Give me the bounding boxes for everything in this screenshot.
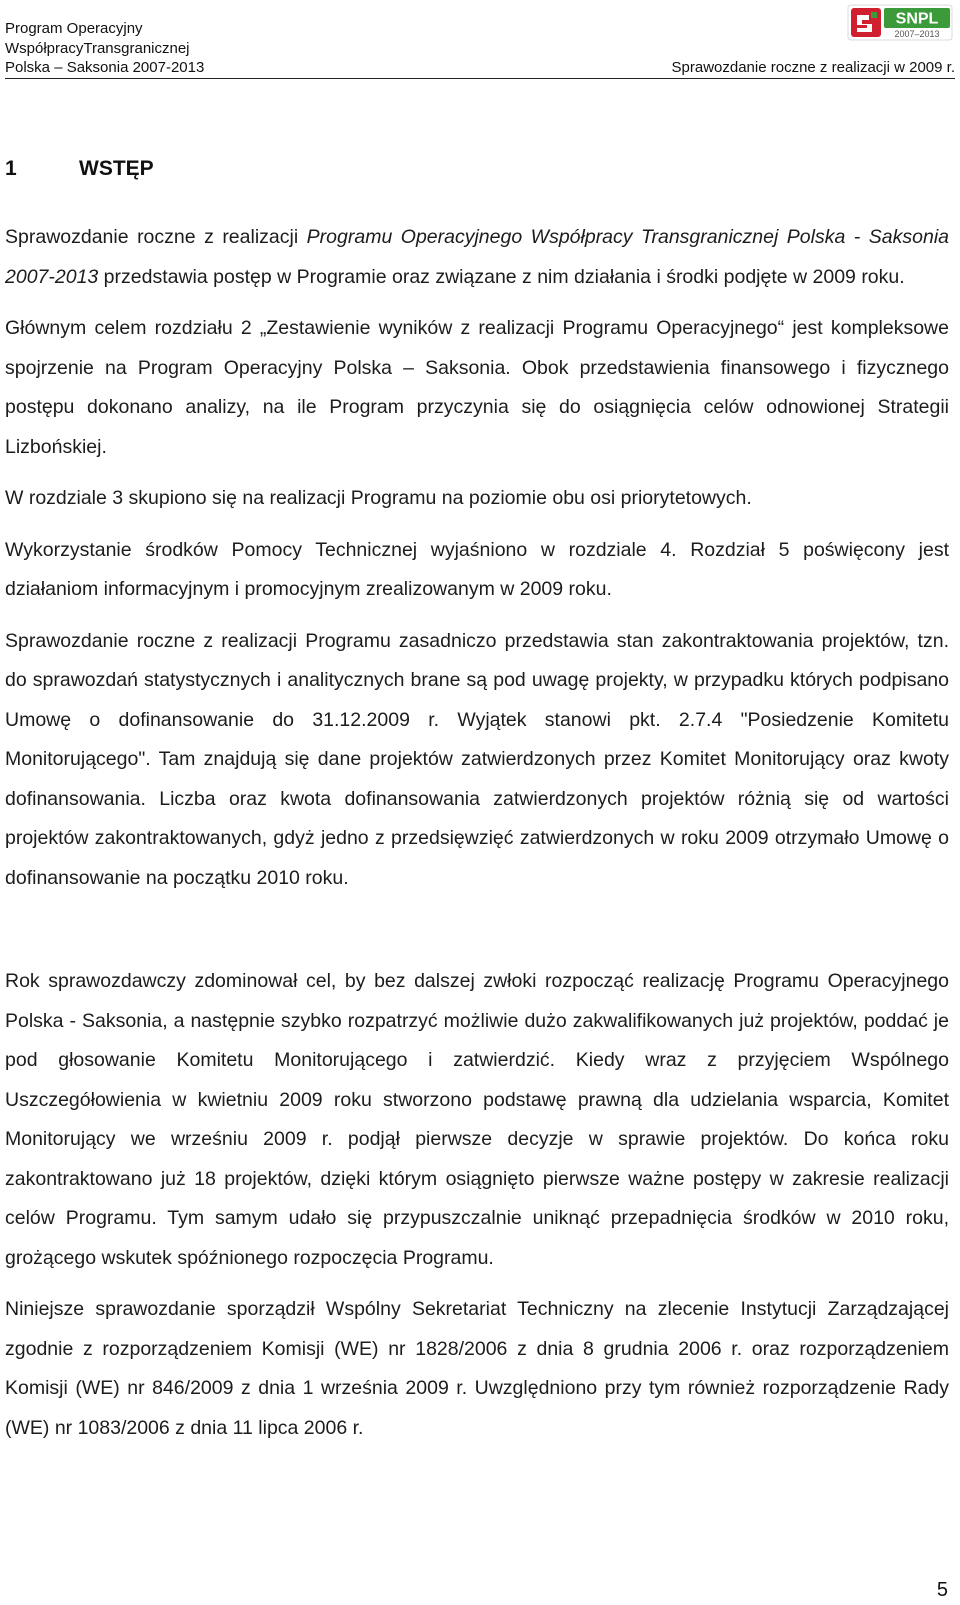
paragraph-intro-text: Sprawozdanie roczne z realizacji [5, 226, 307, 248]
report-title: Sprawozdanie roczne z realizacji w 2009 r. [671, 59, 955, 76]
program-name-line-3: Polska – Saksonia 2007-2013 [5, 59, 205, 76]
paragraph-chapter-3: W rozdziale 3 skupiono się na realizacji Programu na poziomie obu osi priorytetowych. [5, 487, 752, 509]
paragraph-chapter-4-5: Wykorzystanie środków Pomocy Technicznej wyjaśniono w rozdziale 4. Rozdział 5 poświęcony jest działaniom informacyjnym i promocyjnym zrealizowanym w 2009 roku. [5, 538, 949, 600]
program-full-name: Programu Operacyjnego Współpracy Transgranicznej Polska - Saksonia 2007-2013 [5, 226, 949, 288]
paragraph-contracting: Sprawozdanie roczne z realizacji Programu zasadniczo przedstawia stan zakontraktowania projektów, tzn. do sprawozdań statystycznych i analitycznych brane są pod uwagę projekty, w przypadku których podpisano Umowę o dofinansowanie do 31.12.2009 r. Wyjątek stanowi pkt. 2.7.4 "Posiedzenie Komitetu Monitorującego". Tam znajdują się dane projektów zatwierdzonych przez Komitet Monitorujący oraz kwoty dofinansowania. Liczba oraz kwota dofinansowania zatwierdzonych projektów różnią się od wartości projektów zakontraktowanych, gdyż jedno z przedsięwzięć zatwierdzonych w roku 2009 otrzymało Umowę o dofinansowanie na początku 2010 roku. [5, 629, 949, 889]
section-title: WSTĘP [79, 157, 154, 180]
section-number: 1 [5, 157, 17, 180]
program-name [5, 19, 204, 78]
program-name-line-2: WspółpracyTransgranicznej [5, 39, 190, 57]
page-number: 5 [936, 1579, 948, 1601]
snpl-logo [847, 4, 953, 41]
paragraph-chapter-2: Głównym celem rozdziału 2 „Zestawienie wyników z realizacji Programu Operacyjnego“ jest kompleksowe spojrzenie na Program Operacyjny Polska – Saksonia. Obok przedstawienia finansowego i fizycznego postępu dokonano analizy, na ile Program przyczynia się do osiągnięcia celów odnowionej Strategii Lizbońskiej. [5, 317, 949, 458]
logo-years: 2007–2013 [894, 29, 940, 39]
section-heading [5, 150, 949, 188]
page-header [5, 0, 955, 79]
paragraph-legal-basis: Niniejsze sprawozdanie sporządził Wspólny Sekretariat Techniczny na zlecenie Instytucji Zarządzającej zgodnie z rozporządzeniem Komisji (WE) nr 1828/2006 z dnia 8 grudnia 2006 r. oraz rozporządzeniem Komisji (WE) nr 846/2009 z dnia 1 września 2009 r. Uwzględniono przy tym również rozporządzenie Rady (WE) nr 1083/2006 z dnia 11 lipca 2006 r. [5, 1298, 949, 1439]
logo-text: SNPL [895, 10, 939, 28]
document-body [5, 150, 949, 1460]
paragraph-reporting-year: Rok sprawozdawczy zdominował cel, by bez dalszej zwłoki rozpocząć realizację Programu Operacyjnego Polska - Saksonia, a następnie szybko rozpatrzyć możliwie dużo zakwalifikowanych już projektów, poddać je pod głosowanie Komitetu Monitorującego i zatwierdzić. Kiedy wraz z przyjęciem Wspólnego Uszczegółowienia w kwietniu 2009 roku stworzono podstawę prawną dla udzielania wsparcia, Komitet Monitorujący we wrześniu 2009 r. podjął pierwsze decyzje w sprawie projektów. Do końca roku zakontraktowano już 18 projektów, dzięki którym osiągnięto pierwsze ważne postępy w zakresie realizacji celów Programu. Tym samym udało się przypuszczalnie uniknąć przepadnięcia środków w 2010 roku, grożącego wskutek spóźnionego rozpoczęcia Programu. [5, 970, 949, 1269]
paragraph-intro-text-end: przedstawia postęp w Programie oraz związane z nim działania i środki podjęte w 2009 roku. [98, 265, 905, 288]
program-name-line-1: Program Operacyjny [5, 20, 143, 37]
paragraph-intro [5, 218, 949, 297]
